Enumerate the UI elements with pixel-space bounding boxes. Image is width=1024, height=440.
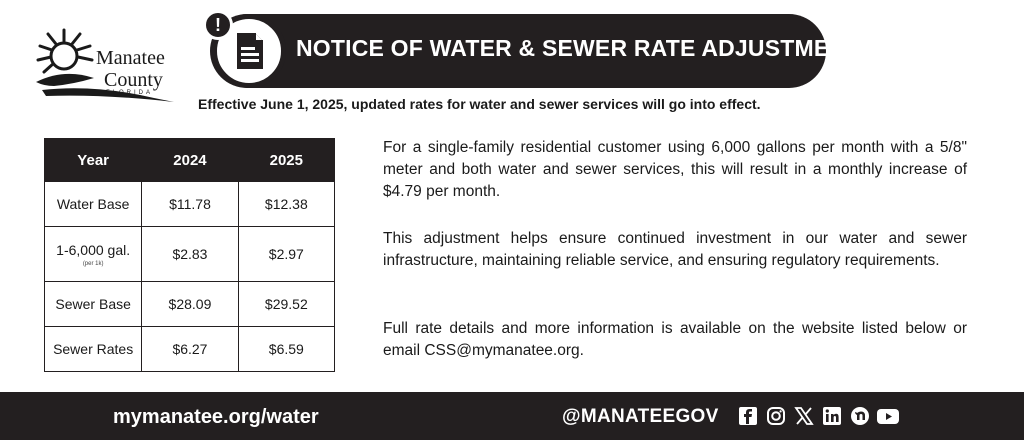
row-label: Water Base <box>45 182 142 227</box>
header-2024: 2024 <box>142 139 238 182</box>
row-label-cell <box>45 227 142 282</box>
rates-table <box>44 138 335 372</box>
paragraph-investment: This adjustment helps ensure continued investment in our water and sewer infrastructure, maintaining reliable service, and ensuring regulatory requirements. <box>383 230 967 269</box>
value-2025: $6.59 <box>238 327 334 372</box>
row-sublabel: (per 1k) <box>82 260 104 267</box>
effective-date-text: Effective June 1, 2025, updated rates for water and sewer services will go into effect. <box>198 96 761 112</box>
paragraph-rate-impact: For a single-family residential customer using 6,000 gallons per month with a 5/8" meter and both water and sewer services, this will result in a monthly increase of $4.79 per month. <box>383 139 967 200</box>
logo-text-florida: FLORIDA <box>106 90 154 96</box>
table-row <box>45 182 335 227</box>
header-year: Year <box>45 139 142 182</box>
instagram-icon[interactable] <box>766 406 786 426</box>
row-label: Sewer Rates <box>45 327 142 372</box>
facebook-icon[interactable] <box>738 406 758 426</box>
header-2025: 2025 <box>238 139 334 182</box>
table-row <box>45 227 335 282</box>
exclamation-icon: ! <box>203 10 233 40</box>
table-row <box>45 327 335 372</box>
logo-text-manatee: Manatee <box>96 47 165 69</box>
row-label: Sewer Base <box>45 282 142 327</box>
linkedin-icon[interactable] <box>822 406 842 426</box>
value-2024: $28.09 <box>142 282 238 327</box>
table-header-row <box>45 139 335 182</box>
value-2024: $2.83 <box>142 227 238 282</box>
value-2024: $11.78 <box>142 182 238 227</box>
value-2025: $29.52 <box>238 282 334 327</box>
row-label: 1-6,000 gal. <box>56 241 131 258</box>
value-2025: $12.38 <box>238 182 334 227</box>
nextdoor-icon[interactable] <box>850 406 870 426</box>
logo-text-county: County <box>104 69 163 91</box>
value-2025: $2.97 <box>238 227 334 282</box>
paragraph-details: Full rate details and more information is available on the website listed below or email CSS@mymanatee.org. <box>383 320 967 359</box>
value-2024: $6.27 <box>142 327 238 372</box>
table-row <box>45 282 335 327</box>
notice-title: NOTICE OF WATER & SEWER RATE ADJUSTMENT <box>296 35 861 61</box>
youtube-icon[interactable] <box>876 406 900 426</box>
social-handle: @MANATEEGOV <box>562 406 719 427</box>
x-icon[interactable] <box>794 406 814 426</box>
website-link[interactable]: mymanatee.org/water <box>113 406 319 428</box>
